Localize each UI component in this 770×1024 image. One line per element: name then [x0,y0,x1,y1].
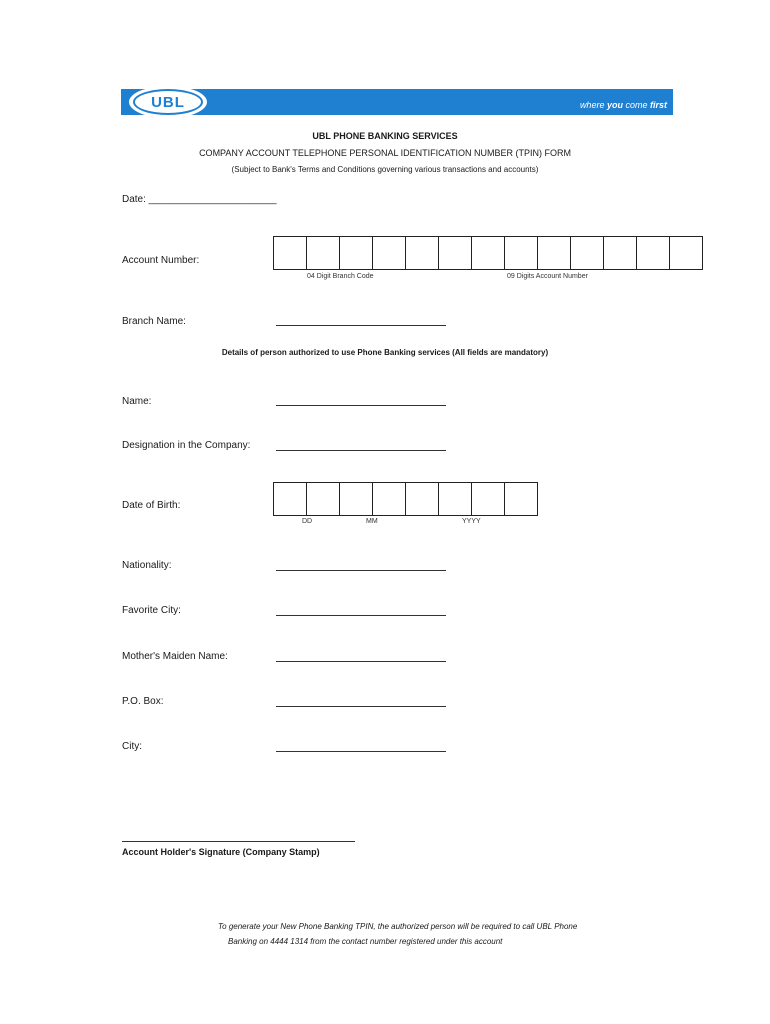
city-label: City: [122,741,142,752]
account-digit-box[interactable] [504,236,538,270]
account-digit-box[interactable] [636,236,670,270]
tagline-you: you [606,100,623,110]
signature-label: Account Holder's Signature (Company Stamp) [122,847,320,857]
form-subtitle: COMPANY ACCOUNT TELEPHONE PERSONAL IDENTIFICATION NUMBER (TPIN) FORM [199,148,571,158]
logo-ring [133,89,203,115]
logo-text: UBL [151,93,185,111]
branch-name-label: Branch Name: [122,316,186,327]
nationality-label: Nationality: [122,560,172,571]
dob-digit-box[interactable] [273,482,307,516]
name-line[interactable] [276,405,446,406]
favorite-city-line[interactable] [276,615,446,616]
date-field[interactable]: Date: _______________________ [122,194,277,205]
account-digit-box[interactable] [405,236,439,270]
form-title: UBL PHONE BANKING SERVICES [312,131,458,141]
nationality-line[interactable] [276,570,446,571]
footer-line-2: Banking on 4444 1314 from the contact number registered under this account [228,937,503,946]
dob-digit-box[interactable] [372,482,406,516]
account-digit-box[interactable] [372,236,406,270]
designation-label: Designation in the Company: [122,440,251,451]
account-digit-box[interactable] [273,236,307,270]
account-digit-box[interactable] [603,236,637,270]
account-digit-box[interactable] [537,236,571,270]
account-number-label: Account Number: [122,255,200,266]
tagline-pre: where [579,100,607,110]
account-digit-box[interactable] [339,236,373,270]
dob-digit-box[interactable] [405,482,439,516]
signature-line[interactable] [122,841,355,842]
po-box-label: P.O. Box: [122,696,164,707]
dob-digit-box[interactable] [339,482,373,516]
details-heading: Details of person authorized to use Phone Banking services (All fields are mandatory) [221,348,549,357]
ubl-logo [129,86,207,118]
account-digit-box[interactable] [669,236,703,270]
branch-code-caption: 04 Digit Branch Code [307,273,374,280]
maiden-name-label: Mother's Maiden Name: [122,651,228,662]
account-digit-box[interactable] [438,236,472,270]
dob-digit-box[interactable] [438,482,472,516]
account-digit-box[interactable] [306,236,340,270]
dob-mm-caption: MM [366,518,378,525]
dob-digit-box[interactable] [471,482,505,516]
name-label: Name: [122,396,152,407]
designation-line[interactable] [276,450,446,451]
tagline-first: first [649,100,667,110]
dob-yyyy-caption: YYYY [462,518,481,525]
tagline-mid: come [622,100,650,110]
account-digits-caption: 09 Digits Account Number [507,273,588,280]
branch-name-line[interactable] [276,325,446,326]
dob-digit-box[interactable] [306,482,340,516]
dob-dd-caption: DD [302,518,313,525]
account-digit-box[interactable] [471,236,505,270]
footer-line-1: To generate your New Phone Banking TPIN, the authorized person will be required to call UBL Phone [218,922,578,931]
favorite-city-label: Favorite City: [122,605,181,616]
maiden-name-line[interactable] [276,661,446,662]
account-number-boxes[interactable] [274,236,703,270]
terms-note: (Subject to Bank's Terms and Conditions governing various transactions and accounts) [231,165,539,174]
dob-digit-box[interactable] [504,482,538,516]
account-digit-box[interactable] [570,236,604,270]
po-box-line[interactable] [276,706,446,707]
tagline [580,100,667,110]
city-line[interactable] [276,751,446,752]
dob-boxes[interactable] [274,482,538,516]
dob-label: Date of Birth: [122,500,181,511]
